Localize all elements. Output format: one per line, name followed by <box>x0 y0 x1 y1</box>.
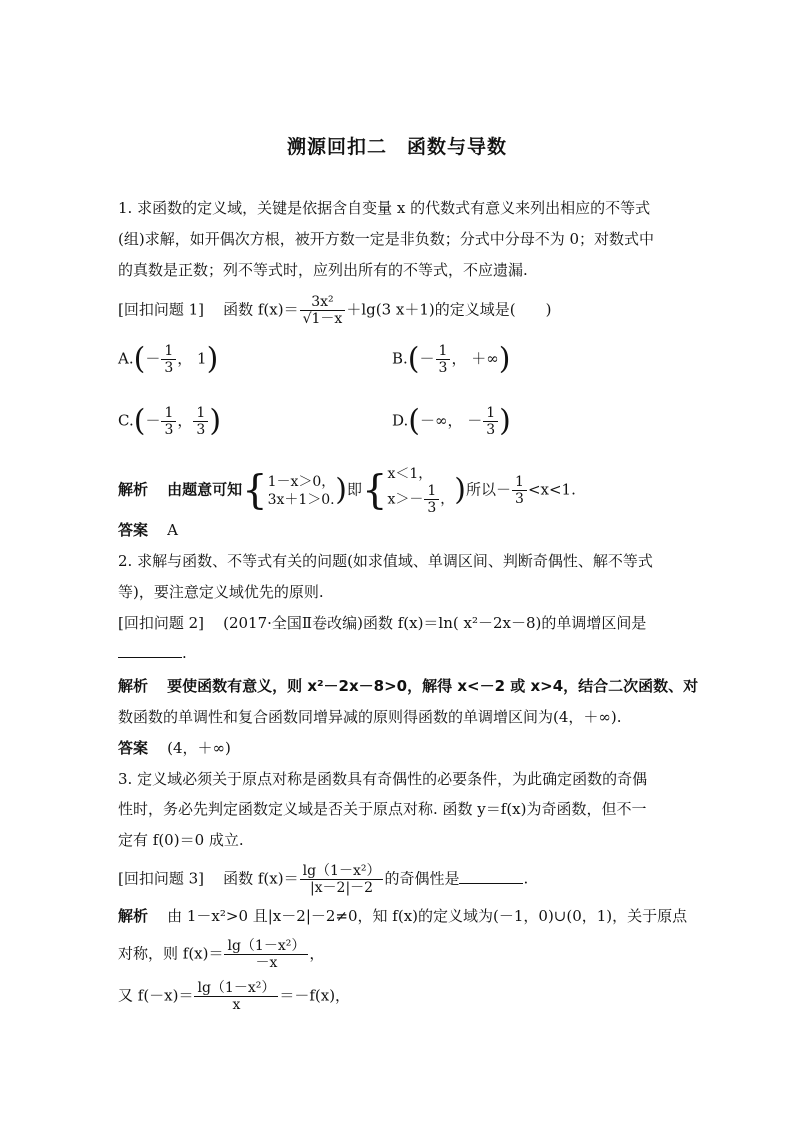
item3-line2: 性时，务必先判定函数定义域是否关于原点对称. 函数 y＝f(x)为奇函数，但不一 <box>118 800 647 818</box>
question2: [回扣问题 2] (2017·全国Ⅱ卷改编)函数 f(x)＝ln( x²－2x－8)的单调增区间是 <box>118 614 647 632</box>
item1-line3: 的真数是正数；列不等式时，应列出所有的不等式，不应遗漏. <box>118 261 528 279</box>
option-a: A.(－ $\frac{1}{3}$ ， 1) <box>118 341 219 377</box>
item2-line1: 2. 求解与函数、不等式有关的问题(如求值域、单调区间、判断奇偶性、解不等式 <box>118 552 653 570</box>
question1-label: [回扣问题 1] <box>118 300 205 319</box>
solution2-line2: 数函数的单调性和复合函数同增异减的原则得函数的单调增区间为(4，＋∞). <box>118 708 622 726</box>
item3-line3: 定有 f(0)＝0 成立. <box>118 831 244 849</box>
question2-blank: . <box>118 643 187 663</box>
item3-line1: 3. 定义域必须关于原点对称是函数具有奇偶性的必要条件，为此确定函数的奇偶 <box>118 770 648 788</box>
page-title: 溯源回扣二 函数与导数 <box>286 136 507 158</box>
question1-fraction: $\frac{\text{3x²}}{√1-x}$ <box>300 294 346 327</box>
system1: 1－x＞0， 3x＋1＞0. <box>267 473 336 508</box>
item2-line2: 等)，要注意定义域优先的原则. <box>118 583 324 601</box>
question3: [回扣问题 3] 函数 f(x)＝ $\frac{\text{lg（1－x²）}}{|x-2|-2}$ 的奇偶性是 . <box>118 863 529 896</box>
solution3-line1: 解析 由 1－x²>0 且|x－2|－2≠0，知 f(x)的定义域为(－1，0)∪(0，1)，关于原点 <box>118 907 688 925</box>
answer1: 答案 A <box>118 521 178 539</box>
question1-pre: 函数 f(x)＝ <box>223 300 299 319</box>
question1 <box>118 294 551 327</box>
item1-line2: (组)求解，如开偶次方根，被开方数一定是非负数；分式中分母不为 0；对数式中 <box>118 230 655 248</box>
solution3-line3: 又 f(－x)＝ $\frac{\text{lg（1－x²）}}{x}$ ＝－f(x)， <box>118 980 351 1013</box>
solution1: 解析 由题意可知{ 1－x＞0， 3x＋1＞0. )即{ x＜1， x＞－ $\frac{1}{3}$ ， )所以－ $\frac{1}{3}$ <x<1. <box>118 466 576 516</box>
option-c: C.(－ $\frac{1}{3}$ ， $\frac{1}{3}$ ) <box>118 403 222 439</box>
answer2: 答案 (4，＋∞) <box>118 739 231 757</box>
answer-blank <box>118 643 182 658</box>
option-b: B.(－ $\frac{1}{3}$ ， ＋∞) <box>392 341 511 377</box>
solution2-line1: 解析 要使函数有意义，则 x²－2x－8>0，解得 x<－2 或 x>4，结合二次函数、对 <box>118 677 699 695</box>
answer-blank <box>459 869 523 884</box>
option-d: D.(－∞， － $\frac{1}{3}$ ) <box>392 403 511 439</box>
question1-post: ＋lg(3 x＋1)的定义域是( ) <box>346 300 552 319</box>
item1-line1: 1. 求函数的定义域，关键是依据含自变量 x 的代数式有意义来列出相应的不等式 <box>118 199 651 217</box>
system2: x＜1， x＞－ $\frac{1}{3}$ ， <box>387 466 455 516</box>
solution1-label: 解析 <box>118 480 149 499</box>
solution3-line2: 对称，则 f(x)＝ $\frac{\text{lg（1－x²）}}{-x}$ ， <box>118 938 325 971</box>
